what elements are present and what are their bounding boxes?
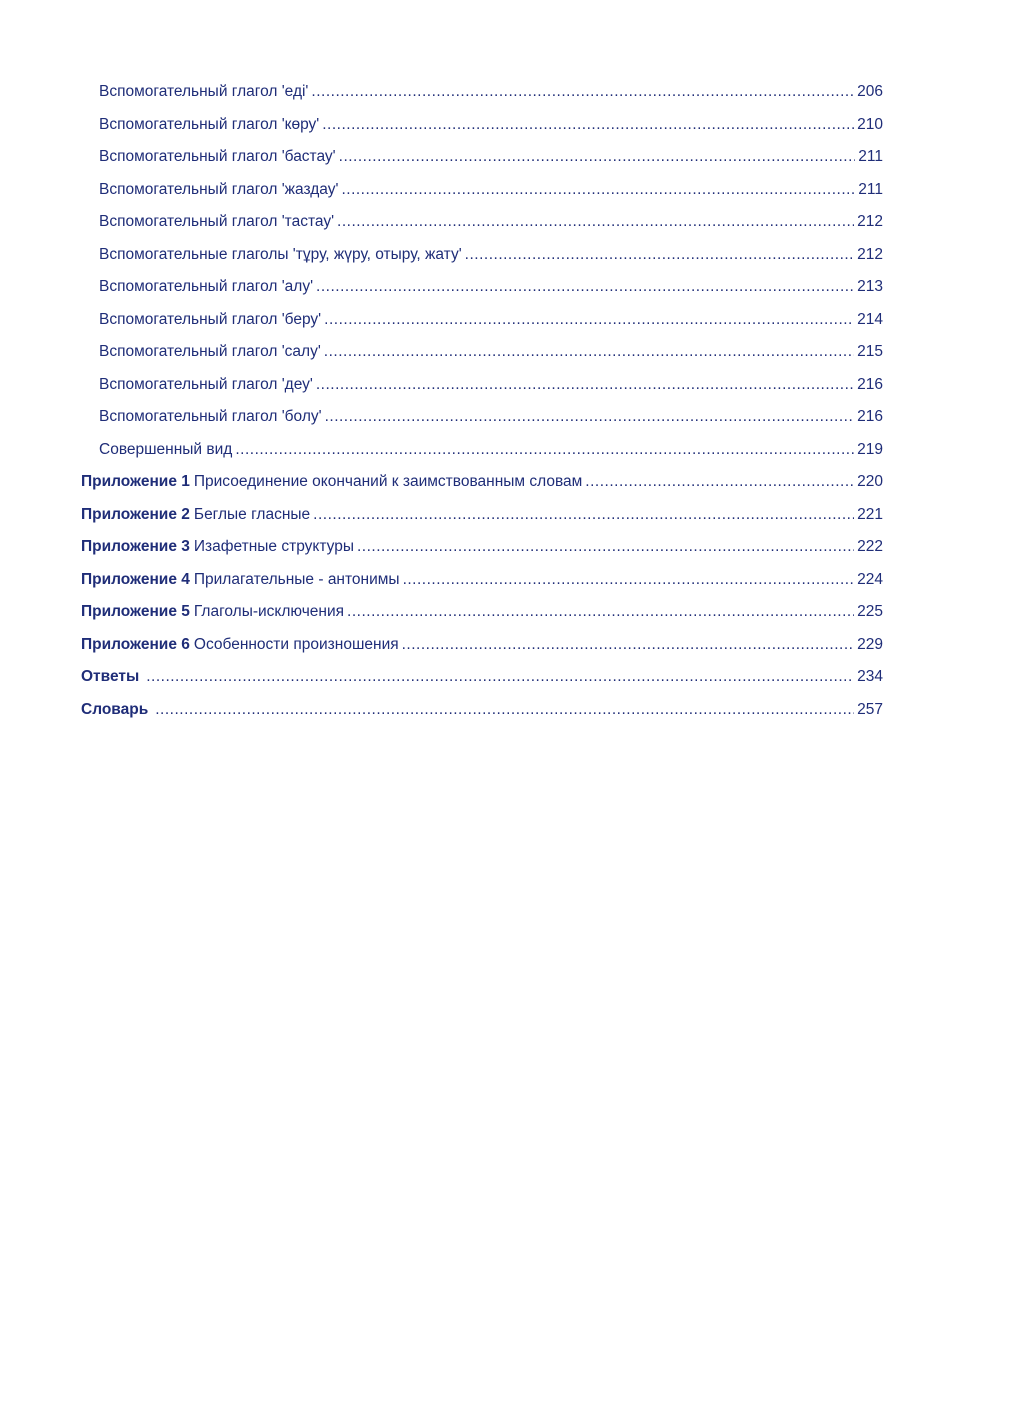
toc-entry-title: Присоединение окончаний к заимствованным словам (193, 473, 583, 490)
toc-entry-text (81, 661, 143, 694)
toc-page-number: 213 (857, 278, 883, 295)
toc-entry[interactable] (81, 629, 883, 662)
toc-entry-title: Вспомогательный глагол 'беру' (99, 310, 322, 328)
toc-entry-text (99, 401, 322, 434)
toc-page-number: 214 (857, 310, 883, 328)
dot-leader (311, 76, 854, 109)
toc-entry-prefix: Приложение 2 (81, 505, 190, 523)
toc-entry[interactable] (81, 661, 883, 694)
toc-entry-text (81, 499, 310, 532)
toc-entry-text (81, 564, 400, 597)
toc-entry-title: Вспомогательный глагол 'деу' (99, 375, 313, 393)
toc-entry-title: Вспомогательный глагол 'тастау' (99, 213, 335, 230)
toc-entry-text (81, 466, 582, 499)
dot-leader (337, 206, 854, 239)
dot-leader (316, 271, 854, 304)
toc-entry[interactable] (81, 596, 883, 629)
toc-entry-text (99, 271, 313, 304)
dot-leader (402, 629, 855, 662)
toc-entry-prefix: Ответы (81, 668, 140, 685)
toc-entry-text (81, 531, 354, 564)
toc-entry-text (81, 629, 399, 662)
toc-entry[interactable] (81, 434, 883, 467)
toc-page-number: 229 (857, 635, 883, 653)
toc-entry-prefix: Словарь (81, 700, 149, 718)
table-of-contents (81, 76, 883, 726)
toc-entry[interactable] (81, 141, 883, 174)
dot-leader (324, 336, 854, 369)
dot-leader (403, 564, 855, 597)
dot-leader (585, 466, 854, 499)
toc-entry[interactable] (81, 564, 883, 597)
dot-leader (313, 499, 854, 532)
toc-entry[interactable] (81, 271, 883, 304)
dot-leader (357, 531, 854, 564)
toc-entry-text (99, 76, 308, 109)
toc-entry-text (81, 694, 152, 727)
toc-page-number: 221 (857, 505, 883, 523)
toc-entry[interactable] (81, 239, 883, 272)
dot-leader (324, 304, 854, 337)
toc-entry[interactable] (81, 109, 883, 142)
toc-entry-prefix: Приложение 4 (81, 570, 190, 588)
toc-page-number: 211 (858, 180, 883, 198)
toc-entry[interactable] (81, 336, 883, 369)
dot-leader (325, 401, 855, 434)
toc-page-number: 206 (857, 83, 883, 100)
toc-entry[interactable] (81, 369, 883, 402)
toc-entry-title: Прилагательные - антонимы (193, 570, 400, 588)
toc-entry-title: Вспомогательный глагол 'бастау' (99, 148, 336, 165)
toc-entry-prefix: Приложение 5 (81, 603, 190, 620)
dot-leader (465, 239, 854, 272)
dot-leader (146, 661, 854, 694)
toc-entry-text (99, 336, 321, 369)
toc-entry-prefix: Приложение 6 (81, 635, 190, 653)
toc-entry-text (99, 174, 338, 207)
toc-entry[interactable] (81, 531, 883, 564)
toc-entry-title: Вспомогательные глаголы 'тұру, жүру, отыру, жату' (99, 245, 462, 263)
dot-leader (322, 109, 854, 142)
toc-entry[interactable] (81, 304, 883, 337)
toc-page-number: 220 (857, 473, 883, 490)
toc-page-number: 212 (857, 245, 883, 263)
dot-leader (316, 369, 854, 402)
toc-entry[interactable] (81, 694, 883, 727)
dot-leader (347, 596, 854, 629)
toc-entry-text (81, 596, 344, 629)
toc-page-number: 219 (857, 440, 883, 458)
toc-page-number: 216 (857, 375, 883, 393)
toc-entry-text (99, 239, 462, 272)
toc-entry-title: Вспомогательный глагол 'көру' (99, 115, 320, 133)
toc-entry-text (99, 304, 321, 337)
toc-entry-title: Вспомогательный глагол 'болу' (99, 408, 322, 425)
toc-page-number: 212 (857, 213, 883, 230)
toc-page-number: 224 (857, 570, 883, 588)
toc-entry-title: Изафетные структуры (193, 538, 354, 555)
toc-entry-text (99, 141, 336, 174)
toc-entry-prefix: Приложение 3 (81, 538, 190, 555)
toc-entry-title: Вспомогательный глагол 'еді' (99, 83, 309, 100)
dot-leader (339, 141, 856, 174)
toc-entry-title: Вспомогательный глагол 'салу' (99, 343, 321, 360)
dot-leader (155, 694, 854, 727)
toc-page-number: 210 (857, 115, 883, 133)
toc-entry-title: Особенности произношения (193, 635, 399, 653)
toc-entry-title: Совершенный вид (99, 440, 233, 458)
toc-entry-title: Глаголы-исключения (193, 603, 345, 620)
toc-page-number: 234 (857, 668, 883, 685)
toc-entry-prefix: Приложение 1 (81, 473, 190, 490)
toc-page-number: 222 (857, 538, 883, 555)
toc-entry-title: Вспомогательный глагол 'жаздау' (99, 180, 339, 198)
toc-page-number: 225 (857, 603, 883, 620)
dot-leader (235, 434, 854, 467)
toc-page-number: 211 (858, 148, 883, 165)
toc-entry[interactable] (81, 499, 883, 532)
toc-entry[interactable] (81, 76, 883, 109)
toc-entry[interactable] (81, 206, 883, 239)
toc-entry-text (99, 206, 334, 239)
toc-entry-text (99, 369, 313, 402)
toc-entry-text (99, 434, 232, 467)
toc-page-number: 216 (857, 408, 883, 425)
toc-entry[interactable] (81, 401, 883, 434)
toc-entry[interactable] (81, 466, 883, 499)
dot-leader (341, 174, 855, 207)
toc-entry-text (99, 109, 319, 142)
toc-page-number: 215 (857, 343, 883, 360)
toc-page-number: 257 (857, 700, 883, 718)
toc-entry[interactable] (81, 174, 883, 207)
toc-entry-title: Вспомогательный глагол 'алу' (99, 278, 314, 295)
toc-entry-title: Беглые гласные (193, 505, 311, 523)
